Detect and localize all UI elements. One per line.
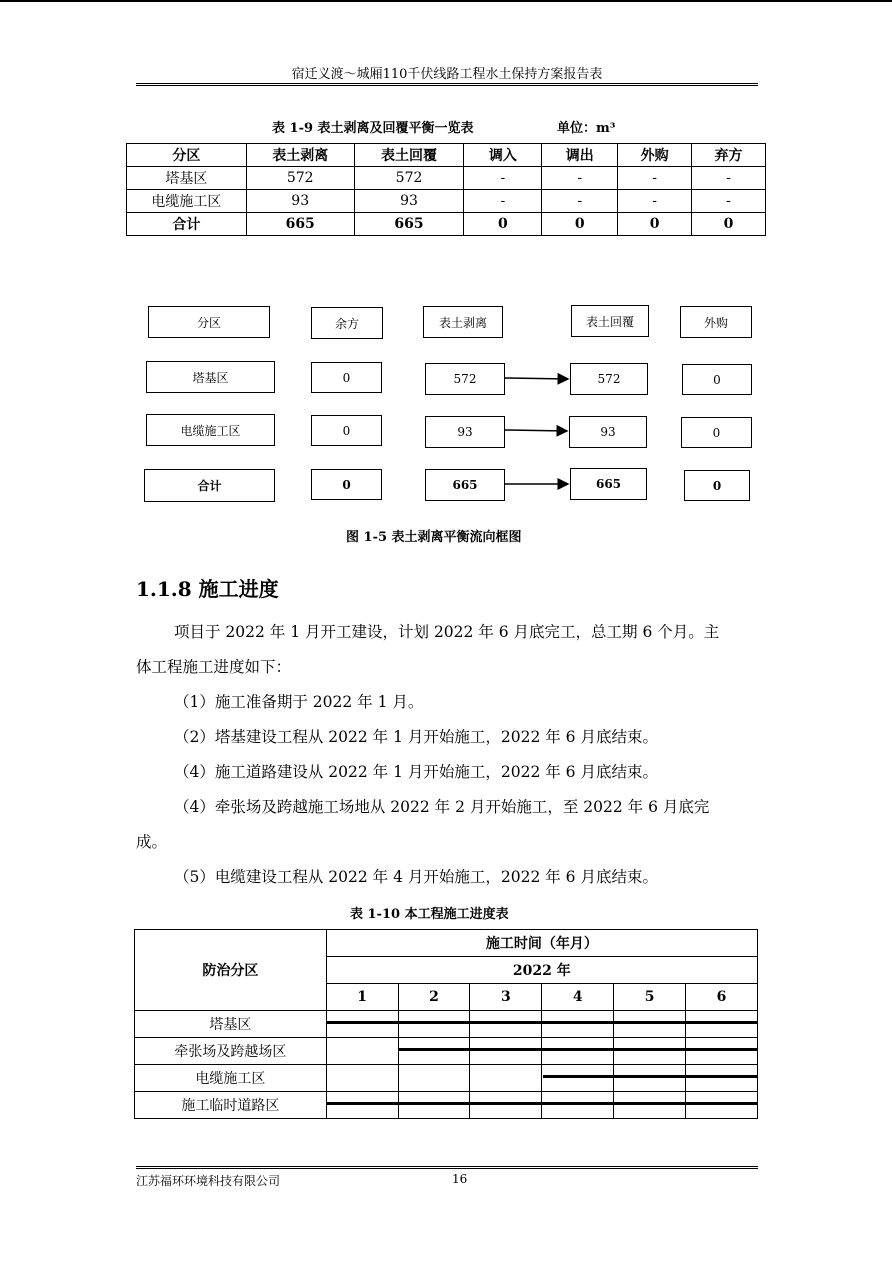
flow-value-box: 0 [682,364,752,395]
footer-company: 江苏福环环境科技有限公司 [136,1174,281,1188]
flow-value-box: 665 [570,468,647,500]
flow-header-box: 余方 [311,307,383,339]
figure-1-5-caption: 图 1-5 表土剥离平衡流向框图 [346,530,522,545]
flow-header-box: 外购 [680,306,752,338]
page-number: 16 [452,1172,468,1186]
table-cell: 0 [618,213,692,236]
flow-zone-box: 塔基区 [146,361,275,393]
month-header: 3 [470,984,542,1011]
section-heading: 1.1.8 施工进度 [136,577,279,601]
flow-value-box: 0 [311,362,382,393]
col-header: 调入 [464,144,542,167]
list-item: （4）牵张场及跨越施工场地从 2022 年 2 月开始施工，至 2022 年 6 月底完 [174,798,710,816]
month-header: 2 [398,984,470,1011]
flow-value-box: 572 [570,363,648,395]
flow-value-box: 0 [684,470,750,501]
table-cell: 572 [246,167,354,190]
table-cell: - [618,167,692,190]
table-cell: - [542,190,618,213]
flow-arrow [505,430,567,431]
schedule-bar [543,1075,757,1078]
flow-value-box: 93 [425,416,505,448]
table-header-row [135,930,758,957]
col-header: 调出 [542,144,618,167]
list-item: （1）施工准备期于 2022 年 1 月。 [174,693,424,711]
col-header: 表土剥离 [246,144,354,167]
table-cell: 572 [354,167,464,190]
table-cell: 塔基区 [127,167,247,190]
table-1-9-unit: 单位：m³ [557,121,616,136]
table-cell: 665 [246,213,354,236]
flow-arrow [505,378,568,379]
zone-name: 牵张场及跨越场区 [135,1038,327,1065]
table-cell: 0 [692,213,766,236]
flow-value-box: 0 [311,469,382,500]
flow-zone-box: 电缆施工区 [146,414,275,446]
schedule-bar [327,1102,756,1105]
table-1-9-caption: 表 1-9 表土剥离及回覆平衡一览表 [272,121,474,136]
table-cell: 合计 [127,213,247,236]
corner-header: 防治分区 [135,930,327,1011]
table-cell: 0 [464,213,542,236]
table-row [135,1011,758,1038]
list-item: （4）施工道路建设从 2022 年 1 月开始施工，2022 年 6 月底结束。 [174,763,658,781]
table-cell: 93 [354,190,464,213]
list-item-continued: 成。 [136,833,168,851]
table-cell: 电缆施工区 [127,190,247,213]
flow-header-box: 表土剥离 [423,306,503,338]
zone-name: 施工临时道路区 [135,1092,327,1119]
paragraph-line: 项目于 2022 年 1 月开工建设，计划 2022 年 6 月底完工，总工期 6 个月。主 [174,623,720,641]
paragraph-line: 体工程施工进度如下： [136,658,292,676]
table-1-10-caption: 表 1-10 本工程施工进度表 [350,907,509,922]
schedule-bar [327,1021,756,1024]
table-1-10 [134,929,758,1119]
table-cell: - [618,190,692,213]
col-header: 弃方 [692,144,766,167]
col-header: 表土回覆 [354,144,464,167]
table-row [135,1092,758,1119]
month-header: 1 [326,984,398,1011]
schedule-bar [399,1048,756,1051]
flow-header-box: 表土回覆 [571,305,649,337]
list-item: （5）电缆建设工程从 2022 年 4 月开始施工，2022 年 6 月底结束。 [174,868,658,886]
month-header: 5 [614,984,686,1011]
flow-total-box: 合计 [144,469,275,502]
table-cell: - [464,190,542,213]
list-item: （2）塔基建设工程从 2022 年 1 月开始施工，2022 年 6 月底结束。 [174,728,658,746]
flow-value-box: 93 [569,416,647,448]
flow-value-box: 0 [681,417,752,448]
footer-rule [136,1166,758,1169]
page-header-title: 宿迁义渡～城厢110千伏线路工程水土保持方案报告表 [291,67,603,82]
zone-name: 塔基区 [135,1011,327,1038]
table-cell: - [542,167,618,190]
flow-header-box: 分区 [148,306,270,338]
table-cell: - [692,167,766,190]
table-row [135,1038,758,1065]
col-header: 分区 [127,144,247,167]
month-header: 4 [542,984,614,1011]
flow-value-box: 0 [311,415,382,446]
year-header: 2022 年 [326,957,757,984]
time-header: 施工时间（年月） [326,930,757,957]
month-header: 6 [686,984,758,1011]
zone-name: 电缆施工区 [135,1065,327,1092]
table-cell: 0 [542,213,618,236]
table-cell: - [692,190,766,213]
table-cell: 93 [246,190,354,213]
table-row [135,1065,758,1092]
flow-value-box: 572 [425,363,505,395]
flow-value-box: 665 [425,469,505,501]
table-cell: 665 [354,213,464,236]
col-header: 外购 [618,144,692,167]
table-cell: - [464,167,542,190]
